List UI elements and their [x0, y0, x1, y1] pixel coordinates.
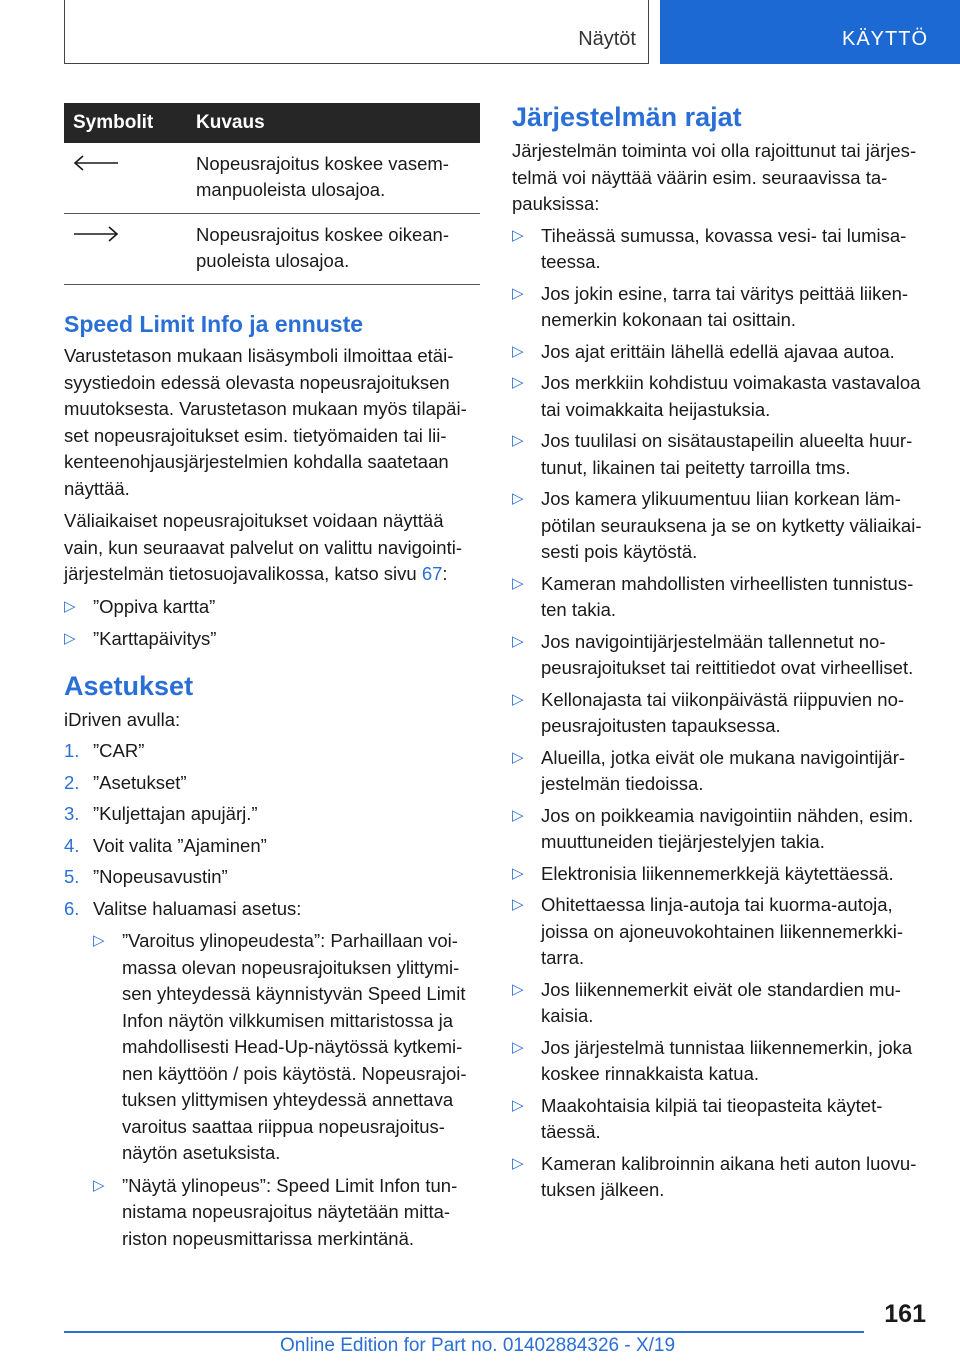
list-item-text: ”Näytä ylinopeus”: Speed Limit Infon tunnistama nopeusrajoitus näytetään mittariston nopeusmittarissa merkintänä.	[122, 1174, 458, 1249]
page-number: 161	[884, 1300, 926, 1328]
triangle-bullet-icon: ▷	[512, 896, 524, 913]
list-item-text: Jos liikennemerkit eivät ole standardien mukaisia.	[541, 978, 901, 1026]
step-text: ”Nopeusavustin”	[93, 866, 228, 887]
triangle-bullet-icon: ▷	[93, 1176, 105, 1194]
list-item	[512, 861, 930, 888]
list-item	[512, 745, 930, 798]
table-row	[64, 143, 480, 214]
arrow-left-icon	[72, 153, 120, 173]
settings-heading: Asetukset	[64, 670, 194, 701]
speed-limit-paragraph-1: Varustetason mukaan lisäsymboli ilmoittaa etäisyystiedoin edessä olevasta nopeusrajoituksen muutoksesta. Varustetason mukaan myös tilapäiset nopeusrajoitukset esim. tietyömaiden tai liikenteenohjausjärjestelmien kohdalla saatetaan näyttää.	[64, 345, 467, 499]
list-item-text: Ohitettaessa linja-autoja tai kuorma-autoja, joissa on ajoneuvokohtainen liikennemerkkitarra.	[541, 894, 903, 968]
list-item	[512, 892, 930, 972]
step-item	[64, 770, 480, 797]
footer-edition-text: Online Edition for Part no. 01402884326 - X/19	[280, 1335, 676, 1356]
header-chapter-box	[660, 0, 960, 64]
table-row	[64, 214, 480, 285]
list-item	[512, 281, 930, 334]
table-header-symbols: Symbolit	[64, 103, 184, 143]
left-column	[64, 103, 480, 1252]
triangle-bullet-icon: ▷	[512, 432, 524, 449]
triangle-bullet-icon: ▷	[512, 632, 524, 650]
settings-option-list	[93, 928, 480, 1252]
speed-limit-bullet-list	[64, 594, 480, 653]
footer-edition	[280, 1335, 675, 1357]
list-item	[512, 428, 930, 481]
step-number: 2.	[64, 771, 80, 793]
list-item	[93, 928, 480, 1167]
list-item	[512, 1035, 930, 1088]
list-item	[512, 803, 930, 856]
list-item-text: Maakohtaisia kilpiä tai tieopasteita käytettäessä.	[541, 1094, 883, 1142]
header-section-box	[64, 0, 649, 64]
triangle-bullet-icon: ▷	[512, 1038, 524, 1056]
header-chapter-title: KÄYTTÖ	[841, 28, 928, 50]
list-item	[64, 594, 480, 621]
triangle-bullet-icon: ▷	[512, 980, 524, 998]
step-item	[64, 896, 480, 1253]
list-item	[512, 370, 930, 423]
right-column	[512, 100, 930, 1204]
table-header-description: Kuvaus	[184, 103, 480, 143]
triangle-bullet-icon: ▷	[64, 597, 76, 615]
triangle-bullet-icon: ▷	[512, 490, 524, 507]
system-limits-intro: Järjestelmän toiminta voi olla rajoittunut tai järjestelmä voi näyttää väärin esim. seuraavissa tapauksissa:	[512, 140, 917, 214]
system-limits-list	[512, 223, 930, 1204]
triangle-bullet-icon: ▷	[512, 226, 524, 244]
header-section-title: Näytöt	[578, 28, 636, 50]
list-item	[93, 1173, 480, 1253]
list-item-text: Kellonajasta tai viikonpäivästä riippuvien nopeusrajoitusten tapauksessa.	[541, 688, 905, 736]
table-cell-description: Nopeusrajoitus koskee vasemmanpuoleista ulosajoa.	[184, 143, 480, 214]
triangle-bullet-icon: ▷	[93, 932, 105, 949]
table-cell-symbol	[64, 143, 184, 214]
step-text: Valitse haluamasi asetus:	[93, 897, 302, 919]
list-item-text: Jos ajat erittäin lähellä edellä ajavaa autoa.	[541, 340, 895, 362]
list-item-text: Jos järjestelmä tunnistaa liikennemerkin, joka koskee rinnakkaista katua.	[541, 1036, 913, 1084]
list-item	[512, 486, 930, 566]
list-item	[512, 687, 930, 740]
step-item	[64, 833, 480, 860]
table-cell-symbol	[64, 214, 184, 285]
list-item-text: ”Oppiva kartta”	[93, 595, 216, 617]
step-item	[64, 864, 480, 891]
list-item-text: Jos on poikkeamia navigointiin nähden, esim. muuttuneiden tiejärjestelyjen takia.	[541, 804, 914, 852]
list-item-text: Alueilla, jotka eivät ole mukana navigointijärjestelmän tiedoissa.	[541, 746, 906, 794]
list-item-text: Jos kamera ylikuumentuu liian korkean lämpötilan seurauksena ja se on kytketty väliaikaisesti pois käytöstä.	[541, 488, 922, 562]
list-item	[512, 1093, 930, 1146]
step-number: 1.	[64, 740, 80, 761]
list-item-text: ”Varoitus ylinopeudesta”: Parhaillaan voimassa olevan nopeusrajoituksen ylittymisen yhteydessä käynnistyvän Speed Limit Infon näytön vilkkumisen mittaristossa ja mahdollisesti Head-Up-näytössä kytkeminen käyttöön / pois käytöstä. Nopeusrajoituksen ylittymisen yhteydessä annettava varoitus saattaa riippua nopeusrajoitusnäytön asetuksista.	[122, 930, 467, 1163]
speed-limit-paragraph-2-text: Väliaikaiset nopeusrajoitukset voidaan näyttää vain, kun seuraavat palvelut on valittu navigointijärjestelmän tietosuojavalikossa, katso sivu	[64, 510, 462, 584]
triangle-bullet-icon: ▷	[512, 806, 524, 824]
list-item	[512, 223, 930, 276]
step-text: ”Kuljettajan apujärj.”	[93, 803, 258, 824]
triangle-bullet-icon: ▷	[512, 864, 524, 882]
step-item	[64, 738, 480, 765]
list-item-text: Jos merkkiin kohdistuu voimakasta vastavaloa tai voimakkaita heijastuksia.	[541, 372, 921, 420]
page-reference-link[interactable]: 67	[421, 563, 443, 584]
triangle-bullet-icon: ▷	[512, 690, 524, 708]
step-number: 6.	[64, 897, 80, 919]
speed-limit-paragraph-2	[64, 508, 480, 588]
triangle-bullet-icon: ▷	[512, 284, 524, 302]
triangle-bullet-icon: ▷	[64, 630, 76, 647]
footer-divider	[64, 1331, 864, 1333]
step-item	[64, 801, 480, 828]
step-text: ”CAR”	[93, 740, 145, 761]
list-item-text: Jos jokin esine, tarra tai väritys peittää liikennemerkin kokonaan tai osittain.	[541, 282, 909, 330]
settings-step-list	[64, 738, 480, 1252]
step-number: 5.	[64, 866, 80, 887]
triangle-bullet-icon: ▷	[512, 748, 524, 766]
triangle-bullet-icon: ▷	[512, 342, 524, 360]
list-item	[64, 626, 480, 653]
speed-limit-heading: Speed Limit Info ja ennuste	[64, 311, 364, 337]
table-cell-description: Nopeusrajoitus koskee oikeanpuoleista ulosajoa.	[184, 214, 480, 285]
list-item	[512, 629, 930, 682]
list-item-text: Elektronisia liikennemerkkejä käytettäessä.	[541, 862, 894, 884]
triangle-bullet-icon: ▷	[512, 1154, 524, 1172]
list-item-text: ”Karttapäivitys”	[93, 628, 217, 649]
step-number: 4.	[64, 834, 80, 856]
table-header-row	[64, 103, 480, 143]
list-item-text: Jos navigointijärjestelmään tallennetut nopeusrajoitukset tai reittitiedot ovat virheelliset.	[541, 630, 914, 678]
list-item-text: Jos tuulilasi on sisätaustapeilin alueelta huurtunut, likainen tai peitetty tarroilla tms.	[541, 430, 913, 478]
list-item	[512, 571, 930, 624]
step-number: 3.	[64, 803, 80, 824]
system-limits-heading: Järjestelmän rajat	[512, 102, 742, 132]
list-item	[512, 977, 930, 1030]
list-item	[512, 339, 930, 366]
arrow-right-icon	[72, 224, 120, 244]
step-text: Voit valita ”Ajaminen”	[93, 834, 267, 856]
settings-intro: iDriven avulla:	[64, 708, 181, 730]
triangle-bullet-icon: ▷	[512, 374, 524, 391]
speed-limit-paragraph-2-end: :	[442, 563, 448, 584]
step-text: ”Asetukset”	[93, 771, 187, 793]
list-item-text: Tiheässä sumussa, kovassa vesi- tai lumisateessa.	[541, 224, 907, 272]
symbol-table	[64, 103, 480, 285]
list-item-text: Kameran mahdollisten virheellisten tunnistusten takia.	[541, 572, 914, 620]
list-item	[512, 1151, 930, 1204]
list-item-text: Kameran kalibroinnin aikana heti auton luovutuksen jälkeen.	[541, 1152, 917, 1200]
triangle-bullet-icon: ▷	[512, 574, 524, 592]
triangle-bullet-icon: ▷	[512, 1096, 524, 1114]
